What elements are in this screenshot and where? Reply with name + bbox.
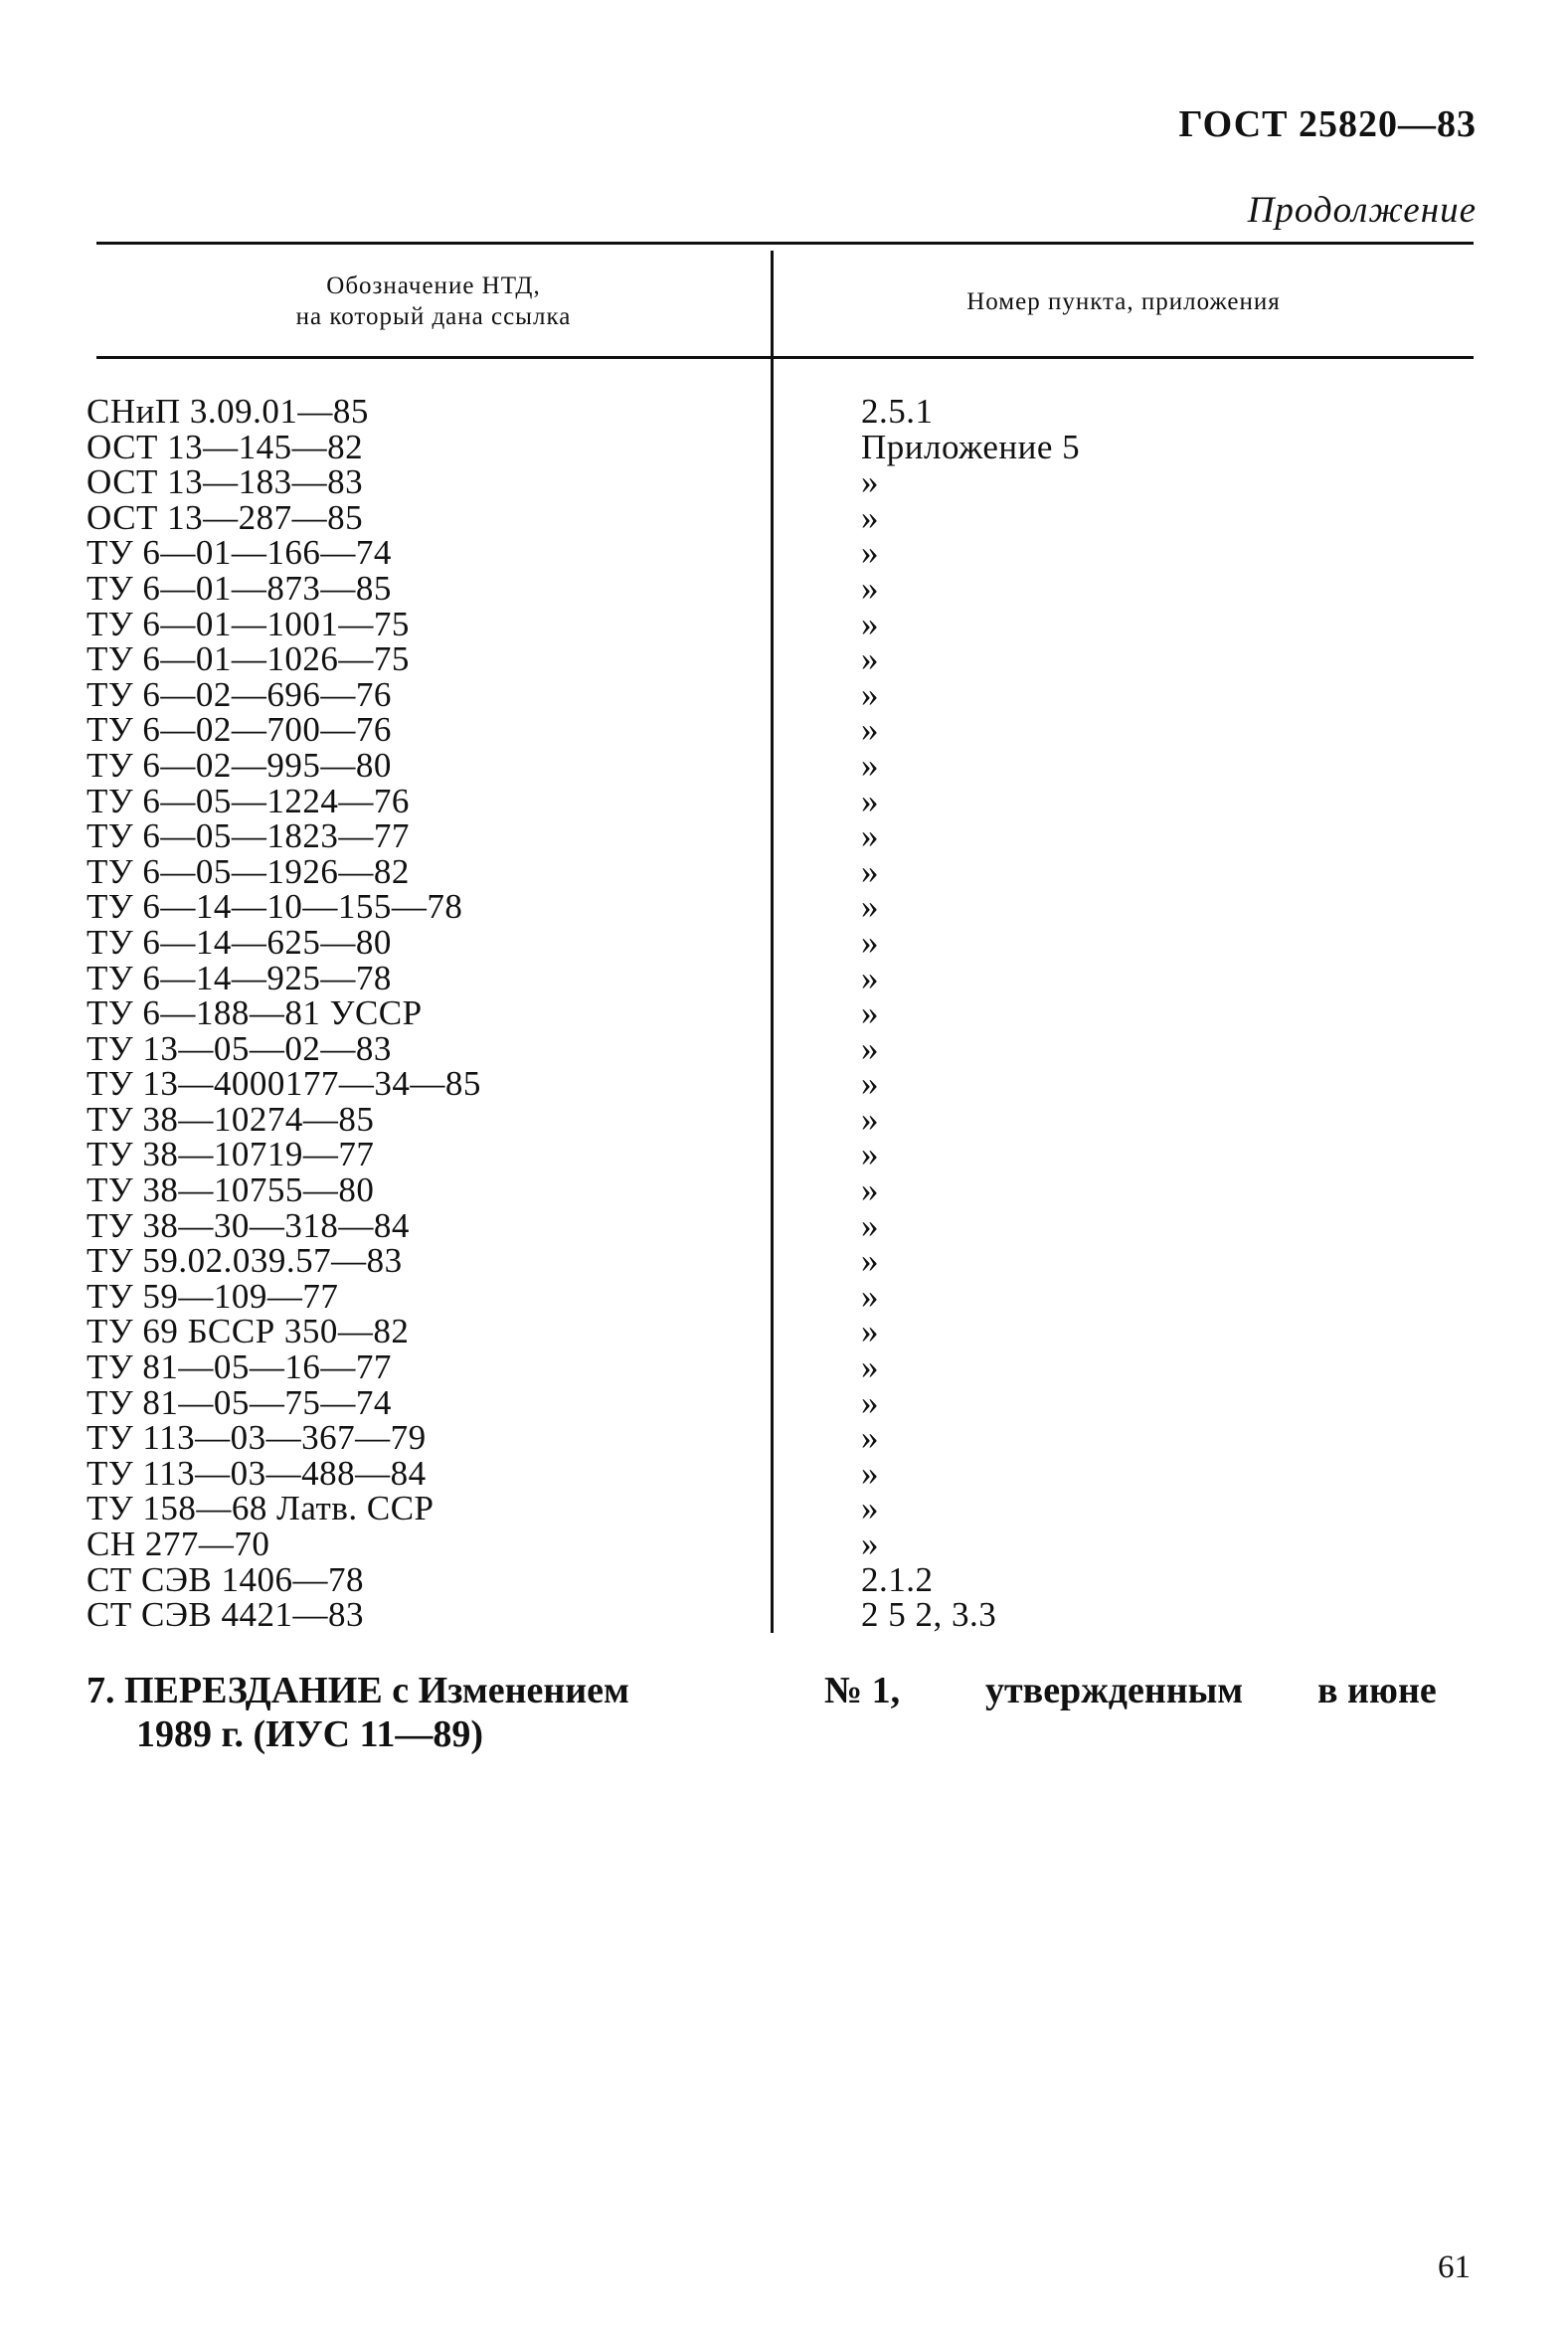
- reissue-note-part1: 7. ПЕРЕЗДАНИЕ с Изменением: [87, 1670, 629, 1711]
- table-row: [0, 1314, 1568, 1349]
- ntd-reference: ТУ 6—01—1001—75: [87, 604, 410, 643]
- continuation-label: Продолжение: [1247, 190, 1477, 231]
- clause-number: »: [861, 639, 879, 679]
- reissue-note-part4: в июне: [1317, 1670, 1437, 1711]
- ntd-reference: ТУ 59.02.039.57—83: [87, 1241, 403, 1281]
- ntd-reference: ТУ 6—02—700—76: [87, 710, 392, 750]
- clause-number: »: [861, 1064, 879, 1104]
- clause-number: Приложение 5: [861, 427, 1081, 466]
- ntd-reference: ТУ 38—30—318—84: [87, 1205, 410, 1245]
- reissue-note-part3: утвержденным: [985, 1670, 1244, 1711]
- table-row: [0, 394, 1568, 430]
- table-row: [0, 1453, 1568, 1493]
- table-row: [0, 1349, 1568, 1385]
- clause-number: 2.1.2: [861, 1559, 934, 1599]
- ntd-reference: ТУ 81—05—75—74: [87, 1382, 392, 1422]
- table-row: [0, 1099, 1568, 1139]
- table-row: [0, 641, 1568, 677]
- clause-number: »: [861, 1205, 879, 1245]
- clause-number: »: [861, 816, 879, 856]
- clause-number: »: [861, 1241, 879, 1281]
- ntd-reference: ТУ 6—02—995—80: [87, 745, 392, 785]
- table-row: [0, 1028, 1568, 1068]
- clause-number: »: [861, 1382, 879, 1422]
- reissue-note-line2: 1989 г. (ИУС 11—89): [136, 1713, 484, 1755]
- ntd-reference: ТУ 113—03—488—84: [87, 1453, 427, 1493]
- table-row: [0, 818, 1568, 854]
- table-row: [0, 1066, 1568, 1102]
- ntd-reference: СТ СЭВ 4421—83: [87, 1595, 365, 1635]
- ntd-reference: СТ СЭВ 1406—78: [87, 1559, 365, 1599]
- clause-number: »: [861, 958, 879, 997]
- clause-number: »: [861, 1525, 879, 1563]
- ntd-reference: СНиП 3.09.01—85: [87, 392, 369, 431]
- ntd-reference: ТУ 6—02—696—76: [87, 674, 392, 714]
- standard-code: ГОСТ 25820—83: [1178, 103, 1477, 145]
- column-header-reference-line1: Обозначение НТД,: [326, 272, 541, 299]
- ntd-reference: ТУ 38—10755—80: [87, 1170, 375, 1210]
- table-row: [0, 535, 1568, 571]
- clause-number: 2.5.1: [861, 392, 934, 431]
- table-row: [0, 604, 1568, 643]
- table-row: [0, 674, 1568, 714]
- table-row: [0, 922, 1568, 962]
- clause-number: »: [861, 1170, 879, 1210]
- table-row: [0, 745, 1568, 785]
- table-row: [0, 1276, 1568, 1316]
- page-number: 61: [1438, 2249, 1471, 2285]
- ntd-reference: ТУ 113—03—367—79: [87, 1418, 427, 1458]
- ntd-reference: ТУ 6—01—873—85: [87, 568, 392, 608]
- ntd-reference: ОСТ 13—145—82: [87, 427, 364, 466]
- table-row: [0, 851, 1568, 891]
- table-row: [0, 464, 1568, 500]
- clause-number: 2 5 2, 3.3: [861, 1595, 997, 1635]
- ntd-reference: ТУ 38—10274—85: [87, 1099, 375, 1139]
- ntd-reference: ТУ 6—01—1026—75: [87, 639, 410, 679]
- ntd-reference: ТУ 69 БССР 350—82: [87, 1312, 410, 1351]
- clause-number: »: [861, 993, 879, 1033]
- clause-number: »: [861, 745, 879, 785]
- table-row: [0, 1137, 1568, 1172]
- ntd-reference: ТУ 6—05—1823—77: [87, 816, 410, 856]
- clause-number: »: [861, 1099, 879, 1139]
- table-row: [0, 1491, 1568, 1526]
- clause-number: »: [861, 1135, 879, 1174]
- reissue-note: [87, 1669, 1479, 1756]
- ntd-reference: ТУ 59—109—77: [87, 1276, 339, 1316]
- clause-number: »: [861, 1276, 879, 1316]
- ntd-reference: ТУ 158—68 Латв. ССР: [87, 1489, 435, 1528]
- table-top-rule: [96, 242, 1474, 245]
- clause-number: »: [861, 568, 879, 608]
- ntd-reference: ТУ 6—05—1926—82: [87, 851, 410, 891]
- clause-number: »: [861, 1347, 879, 1387]
- table-row: [0, 1205, 1568, 1245]
- ntd-reference: ТУ 6—14—625—80: [87, 922, 392, 962]
- ntd-reference: ТУ 6—01—166—74: [87, 533, 392, 573]
- ntd-reference: ТУ 6—14—925—78: [87, 958, 392, 997]
- clause-number: »: [861, 851, 879, 891]
- ntd-reference: ТУ 6—188—81 УССР: [87, 993, 423, 1033]
- clause-number: »: [861, 533, 879, 573]
- ntd-reference: ТУ 13—05—02—83: [87, 1028, 392, 1068]
- clause-number: »: [861, 1028, 879, 1068]
- column-header-clause: Номер пункта, приложения: [966, 288, 1281, 315]
- clause-number: »: [861, 604, 879, 643]
- ntd-reference: ТУ 6—14—10—155—78: [87, 887, 463, 927]
- table-header-rule: [96, 356, 1474, 359]
- clause-number: »: [861, 674, 879, 714]
- clause-number: »: [861, 1418, 879, 1458]
- table-row: [0, 497, 1568, 537]
- table-row: [0, 1526, 1568, 1562]
- ntd-reference: ОСТ 13—183—83: [87, 462, 364, 502]
- table-row: [0, 889, 1568, 925]
- table-row: [0, 1597, 1568, 1633]
- table-row: [0, 427, 1568, 466]
- clause-number: »: [861, 922, 879, 962]
- table-row: [0, 1382, 1568, 1422]
- clause-number: »: [861, 462, 879, 502]
- ntd-reference: ОСТ 13—287—85: [87, 497, 364, 537]
- column-header-reference-line2: на который дана ссылка: [295, 303, 572, 330]
- table-row: [0, 781, 1568, 820]
- clause-number: »: [861, 497, 879, 537]
- ntd-reference: ТУ 81—05—16—77: [87, 1347, 392, 1387]
- clause-number: »: [861, 887, 879, 927]
- clause-number: »: [861, 710, 879, 750]
- table-row: [0, 568, 1568, 608]
- ntd-reference: ТУ 13—4000177—34—85: [87, 1064, 481, 1104]
- reissue-note-part2: № 1,: [824, 1670, 901, 1711]
- clause-number: »: [861, 1453, 879, 1493]
- ntd-reference: ТУ 38—10719—77: [87, 1135, 375, 1174]
- reference-table-body: [0, 394, 1568, 1633]
- clause-number: »: [861, 1489, 879, 1528]
- clause-number: »: [861, 1312, 879, 1351]
- table-row: [0, 712, 1568, 748]
- ntd-reference: СН 277—70: [87, 1525, 270, 1563]
- clause-number: »: [861, 781, 879, 820]
- table-row: [0, 958, 1568, 997]
- table-row: [0, 995, 1568, 1031]
- table-row: [0, 1420, 1568, 1456]
- table-row: [0, 1243, 1568, 1279]
- ntd-reference: ТУ 6—05—1224—76: [87, 781, 410, 820]
- table-row: [0, 1559, 1568, 1599]
- table-row: [0, 1172, 1568, 1208]
- column-header-reference: [96, 270, 771, 332]
